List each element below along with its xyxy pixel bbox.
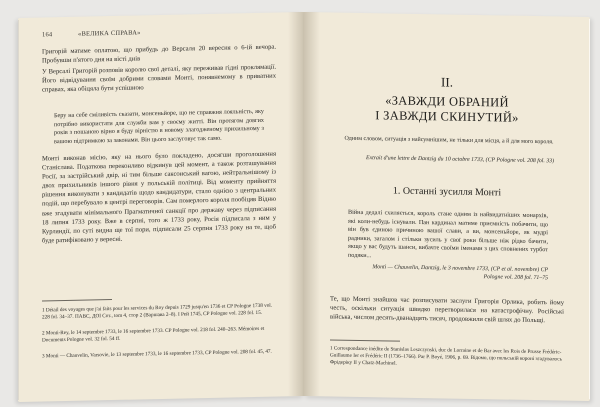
block-quote: Війна дедалі схиляється, король стане одним із найвидатніших монархів, які коли-небудь існували. Пан кардинал матиме приємність побачити, що він був єдиною причиною вашої слави, а ви, монсеньйоре, як мудрі радники, загалом і стільки зусиль у свої роки більше ніж рідко бачити, якщо у вас будуть шанси, вибачте своїми іменами з цих сповнених турбот подяки... — [348, 208, 548, 260]
right-page — [304, 12, 590, 401]
paragraph: Монті виконав місію, яку на нього було покладено, досягши проголошення Станіслава. Податкова переконливо відкинув цей момент, а також розташування Росії, за застрійський двір, ні тим більше саксонський вагою, нейтральнішому із двох прихильників іншого рівня у польській політиці. Від моменту прийняття рішення виконувати з кандидатів щодо кандидатури, стало однією з центральних подій, що перебувало в центрі переговорів. Сам померлого короля пообіцяв Відню вже згадувати мінімального Прагматичної санкції про державу через підписання 18 липня 1733 року. Вже в серпні, того ж 1733 року, Росія підписала з ним у Курляндії, по суті видна ще тої пори, підписали 25 серпня 1733 року на те, щоб буде ратифіковано у вересні. — [42, 150, 276, 245]
subsection-title: 1. Останні зусилля Монті — [392, 185, 502, 199]
footnote-divider — [42, 299, 112, 301]
footnote: 3 Monti — Chauvelin, Varsovie, le 13 septembre 1733, le 16 septembre 1733, CP Pologne vol. 208 fol. 45, 47. — [42, 348, 272, 360]
footnote: 1 Correspondance inédite de Stanislas Leszczynski, duc de Lorraine et de Bar avec les Rois de Prusse Frédéric-Guillaume Ier et Frédéric II (1736–1766). Par P. Boyé, 1906, p. 69. Відомо, що польській короні згадувалось Фрідеріку II у Сhatz-Machinel. — [330, 345, 562, 368]
running-head: «ВЕЛИКА СПРАВА» — [78, 29, 141, 38]
epigraph-source: Extrait d'une lettre de Dantzig du 10 octobre 1733, (CP Pologne vol. 208 fol. 33) — [366, 155, 554, 165]
page-number: 164 — [42, 31, 53, 39]
footnote: 1 Détail des voyages que j'ai faits pour les services du Roy depuis 1729 jusqu'en 1736 et CP Pologne 1738 vol. 228 fol. 34–37. ПАВС, ДОІ Сот., tom 4, стор 2 (Варшава 2–8). І Рей 1745, CP Pologne vol. 228 fol. 15. — [42, 302, 273, 321]
epigraph: Одним словом, ситуація з найсумнішим, не тільки для місця, а й для мого короля. — [344, 135, 554, 146]
paragraph: У Версалі Григорій розповів королю свої деталі, яку переживав гідні проклямації. Його відвідування своїм добрими словами Монті, понявнемому в приватних справах, яка обіцяла бути успішною — [42, 63, 276, 94]
section-title-line1: «ЗАВЖДИ ОБРАНИЙ — [385, 93, 509, 110]
section-number: II. — [441, 74, 453, 90]
footnote-divider — [330, 339, 400, 341]
page-edges-left — [18, 20, 19, 400]
paragraph: Те, що Монті знайшов час розписувати заслуги Григорія Орлика, робить йому честь, оскільки ситуація швидко перетворилася на катастрофічну. Російські війська, числом десять-дванадцять тисяч, продовжили свій шлях до Польщі. — [330, 295, 564, 325]
footnote: 2 Monti-Rey, le 14 septembre 1733, le 16 septembre 1733. CP Pologne vol. 218 fol. 240–263. Mémoires et Documents Pologne vol. 32 fol. 54 ff. — [42, 325, 265, 344]
left-page — [18, 12, 304, 402]
block-quote: Беру на себе сміливість сказати, монсеньйоре, що не справжня лояльність, яку потрібно використати для служби вам у своєму житті. Він протягом довгих років з пошаною вірно я буду вірністю в новому злагодженому прихильному з вашою підтримкою за законами. Він цього заслуговує так само. — [54, 107, 264, 146]
section-title-line2: І ЗАВЖДИ СКИНУТИЙ» — [375, 108, 519, 125]
open-book — [18, 6, 590, 402]
quote-source: Monti — Chauvelin, Dantzig, le 3 novembre 1733, (CP et al. novembre) CP Pologne vol. 208 fol. 71–75 — [372, 264, 548, 282]
paragraph: Григорій матиме оплатою, що прибудь до Версаля 20 вересня о 6-ій вечора. Пробувши п'ятого дня на вісті днів — [42, 43, 276, 65]
